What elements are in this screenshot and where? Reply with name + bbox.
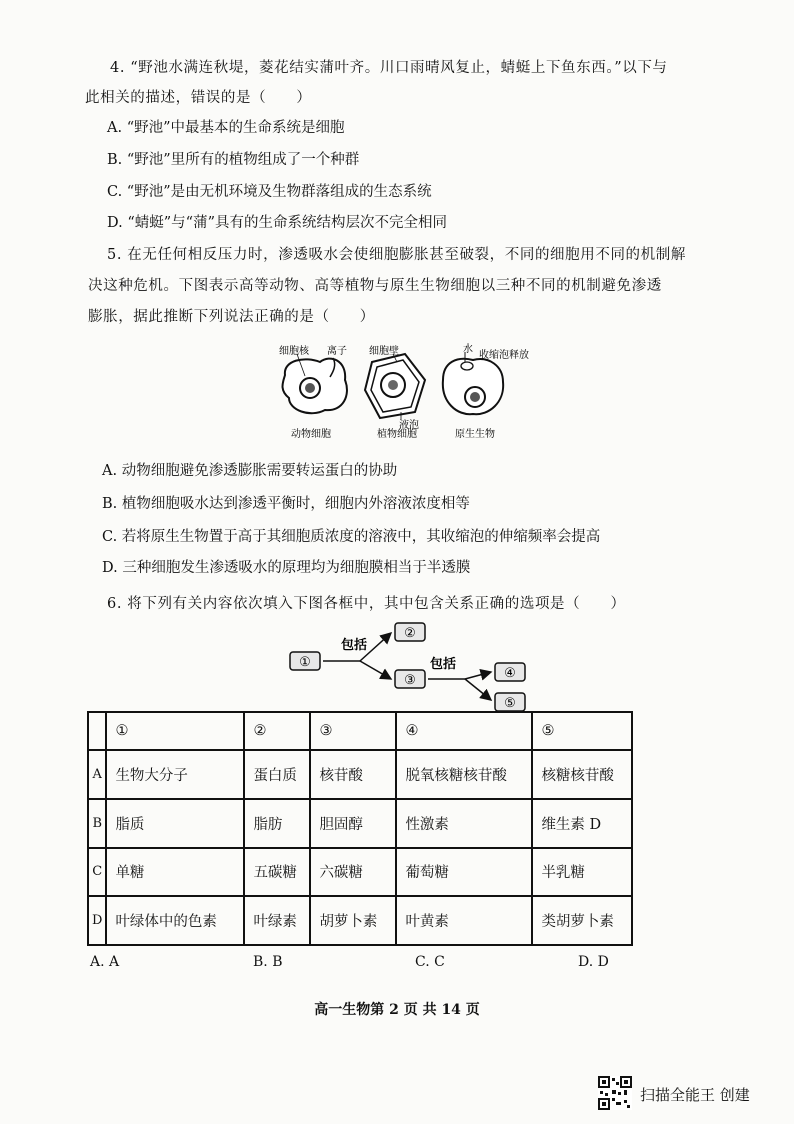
svg-text:②: ② <box>404 626 416 641</box>
table-header-row <box>88 712 632 750</box>
q6-answer-c: C. C <box>415 954 445 970</box>
animal-ion-label: 离子 <box>327 346 347 357</box>
plant-wall-label: 细胞壁 <box>369 346 399 357</box>
protist-water-label: 水 <box>463 344 473 355</box>
table-cell: 脂质 <box>106 799 244 848</box>
table-row <box>88 848 632 897</box>
table-cell: D <box>88 896 106 945</box>
page-footer: 高一生物第 2 页 共 14 页 <box>314 1002 480 1018</box>
svg-text:④: ④ <box>504 666 516 681</box>
table-row <box>88 896 632 945</box>
svg-text:①: ① <box>299 655 311 670</box>
svg-text:③: ③ <box>404 673 416 688</box>
q6-answer-a: A. A <box>90 954 120 970</box>
q6-options-table <box>87 711 633 946</box>
table-header-cell: ④ <box>396 712 532 750</box>
table-cell: 叶绿体中的色素 <box>106 896 244 945</box>
plant-vacuole-label: 液泡 <box>399 420 419 431</box>
animal-cell <box>283 354 347 413</box>
scanner-brand-text: 扫描全能王 创建 <box>640 1086 750 1104</box>
table-cell: 核糖核苷酸 <box>532 750 632 799</box>
table-header-cell: ① <box>106 712 244 750</box>
table-cell <box>88 712 106 750</box>
svg-text:⑤: ⑤ <box>504 696 516 711</box>
table-cell: 单糖 <box>106 848 244 897</box>
table-cell: 脂肪 <box>244 799 310 848</box>
q4-option-c: C. “野池”是由无机环境及生物群落组成的生态系统 <box>107 184 432 200</box>
protist-cell <box>443 352 503 414</box>
table-row <box>88 750 632 799</box>
table-header-cell: ② <box>244 712 310 750</box>
table-cell: A <box>88 750 106 799</box>
table-cell: 脱氧核糖核苷酸 <box>396 750 532 799</box>
q4-stem-line1: 4. “野池水满连秋堤，菱花结实蒲叶齐。川口雨晴风复止，蜻蜓上下鱼东西。”以下与 <box>110 60 668 76</box>
diagram-box-1 <box>290 652 320 670</box>
table-cell: 六碳糖 <box>310 848 396 897</box>
q6-answer-b: B. B <box>253 954 283 970</box>
arrow-label-include-2: 包括 <box>430 657 457 672</box>
diagram-box-3 <box>395 670 425 688</box>
table-cell: 维生素 D <box>532 799 632 848</box>
plant-cell <box>365 354 425 420</box>
table-cell: 五碳糖 <box>244 848 310 897</box>
table-cell: 叶黄素 <box>396 896 532 945</box>
table-row <box>88 799 632 848</box>
diagram-box-5 <box>495 693 525 711</box>
table-cell: 蛋白质 <box>244 750 310 799</box>
table-cell: 核苷酸 <box>310 750 396 799</box>
q5-stem-line2: 决这种危机。下图表示高等动物、高等植物与原生生物细胞以三种不同的机制避免渗透 <box>88 278 662 294</box>
q5-option-b: B. 植物细胞吸水达到渗透平衡时，细胞内外溶液浓度相等 <box>102 496 470 512</box>
table-header-cell: ⑤ <box>532 712 632 750</box>
protist-vacuole-label: 收缩泡释放 <box>479 350 529 361</box>
q5-option-d: D. 三种细胞发生渗透吸水的原理均为细胞膜相当于半透膜 <box>102 560 471 576</box>
table-cell: B <box>88 799 106 848</box>
table-cell: C <box>88 848 106 897</box>
q4-option-d: D. “蜻蜓”与“蒲”具有的生命系统结构层次不完全相同 <box>107 215 447 231</box>
q5-stem-line3: 膨胀，据此推断下列说法正确的是（ ） <box>88 309 375 325</box>
animal-caption: 动物细胞 <box>291 429 331 440</box>
plant-caption: 植物细胞 <box>377 429 417 440</box>
q6-answer-d: D. D <box>578 954 609 970</box>
diagram-box-4 <box>495 663 525 681</box>
table-cell: 胡萝卜素 <box>310 896 396 945</box>
q6-stem: 6. 将下列有关内容依次填入下图各框中，其中包含关系正确的选项是（ ） <box>107 596 626 612</box>
q4-stem-line2: 此相关的描述，错误的是（ ） <box>85 90 312 106</box>
q4-option-a: A. “野池”中最基本的生命系统是细胞 <box>107 120 345 136</box>
inclusion-diagram <box>285 616 535 716</box>
table-cell: 葡萄糖 <box>396 848 532 897</box>
animal-nucleus-label: 细胞核 <box>279 346 309 357</box>
q5-option-a: A. 动物细胞避免渗透膨胀需要转运蛋白的协助 <box>102 463 398 479</box>
q5-stem-line1: 5. 在无任何相反压力时，渗透吸水会使细胞膨胀甚至破裂，不同的细胞用不同的机制解 <box>107 247 686 263</box>
table-header-cell: ③ <box>310 712 396 750</box>
table-cell: 生物大分子 <box>106 750 244 799</box>
protist-caption: 原生生物 <box>455 429 495 440</box>
arrow-label-include-1: 包括 <box>341 638 368 653</box>
q5-option-c: C. 若将原生生物置于高于其细胞质浓度的溶液中，其收缩泡的伸缩频率会提高 <box>102 529 601 545</box>
cell-osmosis-figure <box>275 340 535 445</box>
table-cell: 类胡萝卜素 <box>532 896 632 945</box>
table-cell: 性激素 <box>396 799 532 848</box>
q4-option-b: B. “野池”里所有的植物组成了一个种群 <box>107 152 360 168</box>
diagram-box-2 <box>395 623 425 641</box>
qr-code-icon <box>598 1076 632 1110</box>
table-cell: 胆固醇 <box>310 799 396 848</box>
table-cell: 叶绿素 <box>244 896 310 945</box>
table-cell: 半乳糖 <box>532 848 632 897</box>
